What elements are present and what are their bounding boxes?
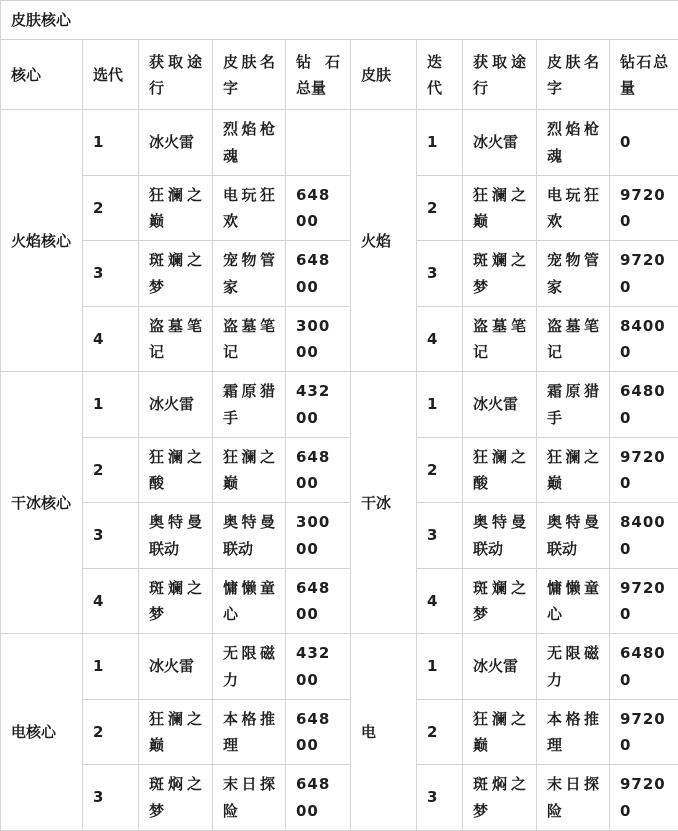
skin-name-cell: 霜原猎手 [213, 372, 286, 438]
core-group-cell: 火焰核心 [1, 110, 83, 372]
iteration-cell: 2 [83, 175, 139, 241]
skin-name-cell: 霜原猎手 [537, 372, 610, 438]
column-header-diamond-total-right: 钻石总量 [610, 40, 678, 110]
diamond-total-cell: 97200 [610, 437, 678, 503]
table-row [1, 765, 678, 831]
core-group-cell: 干冰核心 [1, 372, 83, 634]
table-row [1, 175, 678, 241]
skin-name-cell: 末日探险 [537, 765, 610, 831]
skin-name-cell: 本格推理 [537, 699, 610, 765]
skin-name-cell: 狂澜之巅 [537, 437, 610, 503]
acquisition-cell: 狂澜之巅 [139, 699, 213, 765]
skin-group-cell: 干冰 [351, 372, 417, 634]
skin-name-cell: 电玩狂欢 [537, 175, 610, 241]
skin-name-cell: 宠物管家 [213, 241, 286, 307]
diamond-total-cell: 97200 [610, 241, 678, 307]
acquisition-cell: 盗墓笔记 [463, 306, 537, 372]
iteration-cell: 3 [83, 765, 139, 831]
diamond-total-cell: 84000 [610, 503, 678, 569]
diamond-total-cell: 64800 [286, 241, 351, 307]
iteration-cell: 2 [417, 437, 463, 503]
iteration-cell: 2 [83, 437, 139, 503]
iteration-cell: 3 [83, 241, 139, 307]
acquisition-cell: 斑焖之梦 [139, 765, 213, 831]
acquisition-cell: 冰火雷 [139, 110, 213, 176]
skin-name-cell: 本格推理 [213, 699, 286, 765]
acquisition-cell: 冰火雷 [463, 372, 537, 438]
diamond-total-cell [286, 110, 351, 176]
iteration-cell: 3 [417, 765, 463, 831]
diamond-total-cell: 64800 [286, 568, 351, 634]
acquisition-cell: 狂澜之巅 [463, 175, 537, 241]
table-row [1, 699, 678, 765]
iteration-cell: 4 [83, 306, 139, 372]
skin-name-cell: 宠物管家 [537, 241, 610, 307]
acquisition-cell: 奥特曼联动 [139, 503, 213, 569]
skin-name-cell: 慵懒童心 [213, 568, 286, 634]
core-group-cell: 电核心 [1, 634, 83, 831]
column-header-skin-name-right: 皮肤名字 [537, 40, 610, 110]
table-row [1, 306, 678, 372]
iteration-cell: 4 [417, 306, 463, 372]
skin-group-cell: 火焰 [351, 110, 417, 372]
table-title: 皮肤核心 [1, 1, 678, 40]
acquisition-cell: 狂澜之酸 [463, 437, 537, 503]
diamond-total-cell: 64800 [286, 765, 351, 831]
acquisition-cell: 冰火雷 [139, 634, 213, 700]
skin-name-cell: 奥特曼联动 [537, 503, 610, 569]
skin-name-cell: 狂澜之巅 [213, 437, 286, 503]
header-row [1, 40, 678, 110]
title-row [1, 1, 678, 40]
table-row [1, 437, 678, 503]
acquisition-cell: 冰火雷 [139, 372, 213, 438]
column-header-skin: 皮肤 [351, 40, 417, 110]
diamond-total-cell: 0 [610, 110, 678, 176]
diamond-total-cell: 43200 [286, 372, 351, 438]
skin-name-cell: 电玩狂欢 [213, 175, 286, 241]
diamond-total-cell: 43200 [286, 634, 351, 700]
table-row [1, 568, 678, 634]
iteration-cell: 2 [417, 175, 463, 241]
diamond-total-cell: 64800 [286, 699, 351, 765]
acquisition-cell: 斑斓之梦 [463, 568, 537, 634]
skin-name-cell: 盗墓笔记 [537, 306, 610, 372]
iteration-cell: 4 [83, 568, 139, 634]
iteration-cell: 3 [417, 241, 463, 307]
skin-name-cell: 烈焰枪魂 [537, 110, 610, 176]
diamond-total-cell: 30000 [286, 503, 351, 569]
acquisition-cell: 冰火雷 [463, 110, 537, 176]
table-row [1, 503, 678, 569]
diamond-total-cell: 64800 [610, 634, 678, 700]
iteration-cell: 1 [417, 110, 463, 176]
table-row [1, 110, 678, 176]
diamond-total-cell: 30000 [286, 306, 351, 372]
diamond-total-cell: 97200 [610, 765, 678, 831]
skin-group-cell: 电 [351, 634, 417, 831]
diamond-total-cell: 97200 [610, 699, 678, 765]
iteration-cell: 1 [83, 110, 139, 176]
acquisition-cell: 狂澜之巅 [139, 175, 213, 241]
acquisition-cell: 狂澜之巅 [463, 699, 537, 765]
acquisition-cell: 斑斓之梦 [139, 241, 213, 307]
iteration-cell: 3 [83, 503, 139, 569]
column-header-acquisition-right: 获取途行 [463, 40, 537, 110]
acquisition-cell: 斑斓之梦 [139, 568, 213, 634]
diamond-total-cell: 64800 [286, 175, 351, 241]
iteration-cell: 3 [417, 503, 463, 569]
iteration-cell: 1 [83, 372, 139, 438]
iteration-cell: 2 [417, 699, 463, 765]
table-row [1, 634, 678, 700]
acquisition-cell: 狂澜之酸 [139, 437, 213, 503]
skin-name-cell: 慵懒童心 [537, 568, 610, 634]
skin-name-cell: 烈焰枪魂 [213, 110, 286, 176]
acquisition-cell: 奥特曼联动 [463, 503, 537, 569]
iteration-cell: 1 [417, 372, 463, 438]
diamond-total-cell: 84000 [610, 306, 678, 372]
table-row [1, 372, 678, 438]
iteration-cell: 1 [83, 634, 139, 700]
table-row [1, 241, 678, 307]
acquisition-cell: 斑斓之梦 [463, 241, 537, 307]
iteration-cell: 1 [417, 634, 463, 700]
acquisition-cell: 盗墓笔记 [139, 306, 213, 372]
column-header-skin-name-left: 皮肤名字 [213, 40, 286, 110]
skin-name-cell: 无限磁力 [537, 634, 610, 700]
iteration-cell: 4 [417, 568, 463, 634]
column-header-iteration-left: 选代 [83, 40, 139, 110]
diamond-total-cell: 64800 [610, 372, 678, 438]
skin-name-cell: 奥特曼联动 [213, 503, 286, 569]
iteration-cell: 2 [83, 699, 139, 765]
skin-name-cell: 盗墓笔记 [213, 306, 286, 372]
acquisition-cell: 斑焖之梦 [463, 765, 537, 831]
skin-name-cell: 无限磁力 [213, 634, 286, 700]
column-header-iteration-right: 迭代 [417, 40, 463, 110]
column-header-acquisition-left: 获取途行 [139, 40, 213, 110]
skin-name-cell: 末日探险 [213, 765, 286, 831]
column-header-diamond-total-left: 钻石总量 [286, 40, 351, 110]
column-header-core: 核心 [1, 40, 83, 110]
diamond-total-cell: 64800 [286, 437, 351, 503]
acquisition-cell: 冰火雷 [463, 634, 537, 700]
diamond-total-cell: 97200 [610, 175, 678, 241]
diamond-total-cell: 97200 [610, 568, 678, 634]
